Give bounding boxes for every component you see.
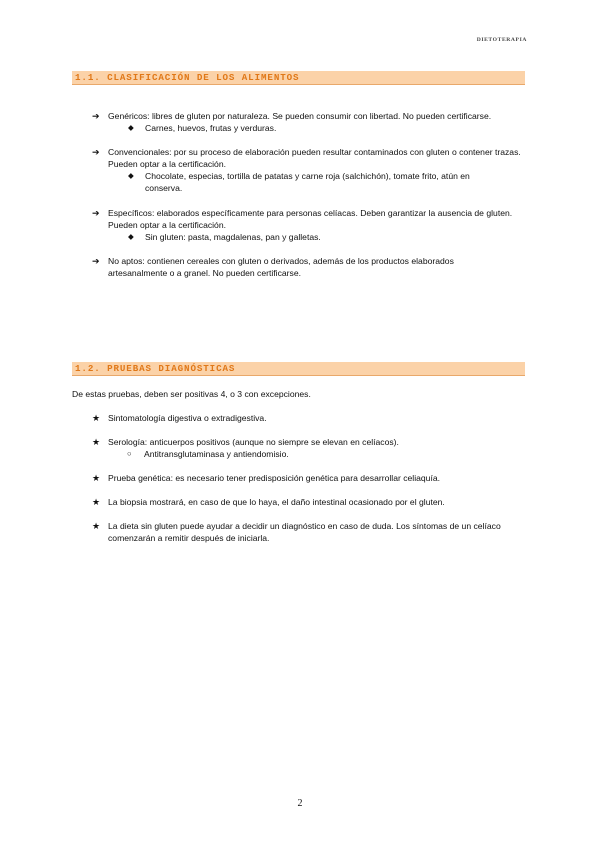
list-item-text: Sintomatología digestiva o extradigestiva. (108, 413, 267, 423)
list-item-text: Específicos: elaborados específicamente para personas celíacas. Deben garantizar la ausencia de gluten. Pueden optar a la certificación. (108, 208, 513, 230)
arrow-bullet-icon: ➔ (92, 111, 100, 121)
list-item-text: No aptos: contienen cereales con gluten o derivados, además de los productos elaborados artesanalmente o a granel. No pueden certificarse. (108, 256, 454, 278)
sub-item-text: Chocolate, especias, tortilla de patatas y carne roja (salchichón), tomate frito, atún en conserva. (145, 171, 470, 193)
arrow-bullet-icon: ➔ (92, 208, 100, 218)
list-item-text: Prueba genética: es necesario tener predisposición genética para desarrollar celiaquía. (108, 473, 441, 483)
star-bullet-icon: ★ (92, 521, 101, 531)
running-header: DIETOTERAPIA (476, 37, 527, 43)
diamond-bullet-icon: ◆ (128, 232, 134, 241)
list-item-text: Genéricos: libres de gluten por naturaleza. Se pueden consumir con libertad. No pueden certificarse. (108, 111, 492, 121)
star-bullet-icon: ★ (92, 437, 101, 447)
arrow-bullet-icon: ➔ (92, 147, 100, 157)
star-bullet-icon: ★ (92, 413, 101, 423)
sub-item (128, 170, 488, 194)
list-item-text: Serología: anticuerpos positivos (aunque no siempre se elevan en celíacos). (108, 437, 399, 447)
list-item-dieta (92, 520, 517, 544)
star-bullet-icon: ★ (92, 473, 101, 483)
sub-item (127, 448, 532, 460)
star-bullet-icon: ★ (92, 497, 101, 507)
sub-item (128, 122, 532, 134)
page-number: 2 (297, 798, 303, 809)
section-heading-pruebas (72, 362, 525, 376)
diamond-bullet-icon: ◆ (128, 123, 134, 132)
list-item-sintomatologia (92, 412, 532, 424)
sub-item-text: Antitransglutaminasa y antiendomisio. (144, 449, 289, 459)
circle-bullet-icon: ○ (127, 449, 132, 458)
sub-item-text: Sin gluten: pasta, magdalenas, pan y galletas. (145, 232, 321, 242)
sub-item (128, 231, 522, 243)
list-item-prueba-genetica (92, 472, 532, 484)
section-title: 1.1. CLASIFICACIÓN DE LOS ALIMENTOS (75, 72, 300, 83)
list-item-genericos (92, 110, 532, 134)
arrow-bullet-icon: ➔ (92, 256, 100, 266)
list-item-serologia (92, 436, 532, 460)
list-item-especificos (92, 207, 522, 243)
list-item-convencionales (92, 146, 524, 194)
list-item-text: La biopsia mostrará, en caso de que lo haya, el daño intestinal ocasionado por el gluten. (108, 497, 445, 507)
section-heading-clasificacion (72, 71, 525, 85)
list-item-text: La dieta sin gluten puede ayudar a decidir un diagnóstico en caso de duda. Los síntomas de un celíaco comenzarán a remitir después de iniciarla. (108, 521, 501, 543)
diamond-bullet-icon: ◆ (128, 171, 134, 180)
list-item-text: Convencionales: por su proceso de elaboración pueden resultar contaminados con gluten o contener trazas. Pueden optar a la certificación. (108, 147, 521, 169)
list-item-biopsia (92, 496, 532, 508)
list-item-no-aptos (92, 255, 492, 279)
section-intro: De estas pruebas, deben ser positivas 4, o 3 con excepciones. (72, 389, 311, 399)
section-title: 1.2. PRUEBAS DIAGNÓSTICAS (75, 363, 236, 374)
sub-item-text: Carnes, huevos, frutas y verduras. (145, 123, 277, 133)
